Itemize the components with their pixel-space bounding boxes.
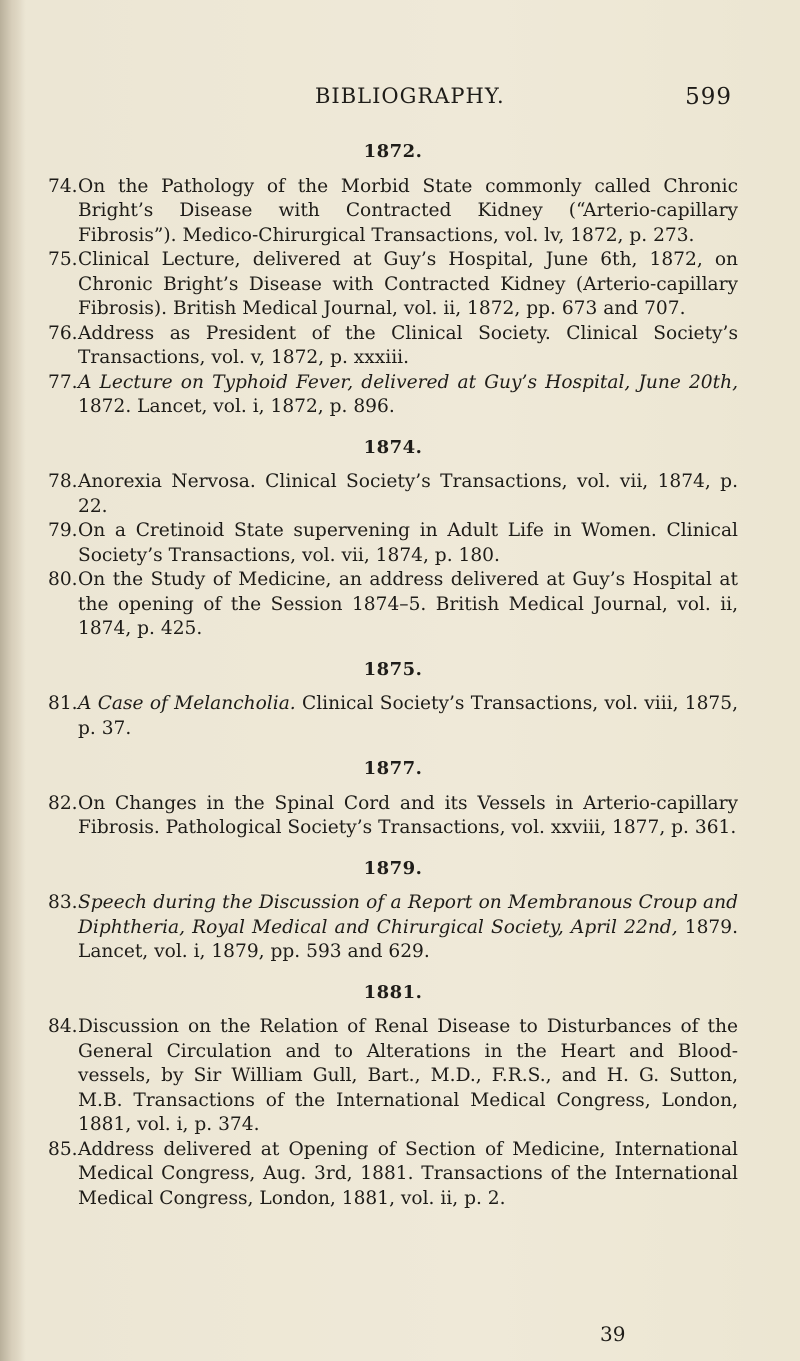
entry-text bbox=[78, 1138, 738, 1212]
section-gap bbox=[48, 841, 738, 857]
year-heading: 1877. bbox=[363, 758, 423, 779]
bibliography-entry bbox=[48, 568, 738, 642]
entry-citation: On the Pathology of the Morbid State commonly called Chronic Bright’s Disease with Contracted Kidney (“Arterio-capillary Fibrosis”). Medico-Chirurgical Transactions, vol. lv, 1872, p. 273. bbox=[78, 175, 738, 246]
entry-citation: Anorexia Nervosa. Clinical Society’s Transactions, vol. vii, 1874, p. 22. bbox=[78, 471, 738, 517]
entry-citation: On a Cretinoid State supervening in Adult Life in Women. Clinical Society’s Transactions, vol. vii, 1874, p. 180. bbox=[78, 520, 738, 566]
entry-title-italic: Speech during the Discussion of a Report on Membranous Croup and Diphtheria, Royal Medical and Chirurgical Society, April 22nd, bbox=[78, 892, 738, 938]
signature-mark: 39 bbox=[600, 1322, 626, 1346]
entry-citation: Address delivered at Opening of Section of Medicine, International Medical Congress, Aug. 3rd, 1881. Transactions of the International Medical Congress, London, 1881, vol. ii, p. 2. bbox=[78, 1138, 738, 1209]
bibliography-entry bbox=[48, 519, 738, 568]
entry-text bbox=[78, 1015, 738, 1138]
section-gap bbox=[48, 965, 738, 981]
entry-citation: 1872. Lancet, vol. i, 1872, p. 896. bbox=[78, 396, 395, 417]
entry-citation: Clinical Society’s Transactions, vol. viii, 1875, p. 37. bbox=[78, 693, 738, 739]
entry-text bbox=[78, 519, 738, 568]
bibliography-entry bbox=[48, 1015, 738, 1138]
entry-number: 84. bbox=[48, 1016, 78, 1037]
bibliography-entry bbox=[48, 692, 738, 741]
entry-text bbox=[78, 248, 738, 322]
entry-number: 75. bbox=[48, 249, 78, 270]
entry-number: 76. bbox=[48, 322, 78, 344]
year-heading: 1875. bbox=[363, 658, 423, 680]
bibliography-entry bbox=[48, 371, 738, 420]
entry-citation: On the Study of Medicine, an address delivered at Guy’s Hospital at the opening of the Session 1874–5. British Medical Journal, vol. ii, 1874, p. 425. bbox=[78, 569, 738, 639]
year-heading: 1872. bbox=[363, 141, 423, 162]
section-gap bbox=[48, 741, 738, 757]
entry-title-italic: A Case of Melancholia. bbox=[78, 693, 296, 714]
entry-text bbox=[78, 891, 738, 965]
entry-text bbox=[78, 692, 738, 741]
section-gap bbox=[48, 642, 738, 658]
section-gap bbox=[48, 420, 738, 436]
running-head bbox=[120, 84, 732, 114]
page-gutter-shadow bbox=[0, 0, 26, 1361]
year-heading: 1881. bbox=[363, 981, 423, 1003]
entry-number: 79. bbox=[48, 520, 78, 541]
entry-text bbox=[78, 322, 738, 371]
entry-number: 81. bbox=[48, 693, 78, 714]
bibliography-entry bbox=[48, 891, 738, 965]
bibliography-entry bbox=[48, 248, 738, 322]
bibliography-entry bbox=[48, 1138, 738, 1212]
entry-number: 77. bbox=[48, 371, 78, 393]
running-head-title: BIBLIOGRAPHY. bbox=[315, 84, 505, 108]
entry-citation: Discussion on the Relation of Renal Disease to Disturbances of the General Circulation and to Alterations in the Heart and Blood-vessels, by Sir William Gull, Bart., M.D., F.R.S., and H. G. Sutton, M.B. Transactions of the International Medical Congress, London, 1881, vol. i, p. 374. bbox=[78, 1016, 738, 1135]
entry-number: 78. bbox=[48, 471, 78, 492]
entry-citation: 1879. Lancet, vol. i, 1879, pp. 593 and 629. bbox=[78, 916, 738, 962]
bibliography-list bbox=[48, 140, 738, 1211]
bibliography-entry bbox=[48, 470, 738, 519]
entry-number: 80. bbox=[48, 569, 78, 590]
bibliography-entry bbox=[48, 792, 738, 841]
bibliography-entry bbox=[48, 322, 738, 371]
page-number: 599 bbox=[685, 84, 732, 110]
year-heading: 1879. bbox=[363, 857, 423, 879]
bibliography-entry bbox=[48, 175, 738, 249]
entry-text bbox=[78, 470, 738, 519]
entry-text bbox=[78, 792, 738, 841]
entry-citation: Address as President of the Clinical Society. Clinical Society’s Transactions, vol. v, 1872, p. xxxiii. bbox=[78, 322, 738, 368]
entry-text bbox=[78, 568, 738, 642]
entry-citation: Clinical Lecture, delivered at Guy’s Hospital, June 6th, 1872, on Chronic Bright’s Disease with Contracted Kidney (Arterio-capillary Fibrosis). British Medical Journal, vol. ii, 1872, pp. 673 and 707. bbox=[78, 249, 738, 319]
entry-number: 83. bbox=[48, 892, 78, 913]
entry-text bbox=[78, 371, 738, 420]
entry-citation: On Changes in the Spinal Cord and its Vessels in Arterio-capillary Fibrosis. Pathological Society’s Transactions, vol. xxviii, 1877, p. 361. bbox=[78, 792, 738, 838]
entry-title-italic: A Lecture on Typhoid Fever, delivered at Guy’s Hospital, June 20th, bbox=[78, 371, 738, 393]
year-heading: 1874. bbox=[363, 436, 423, 458]
entry-number: 74. bbox=[48, 175, 78, 197]
entry-number: 85. bbox=[48, 1138, 78, 1160]
entry-number: 82. bbox=[48, 792, 78, 814]
entry-text bbox=[78, 175, 738, 249]
